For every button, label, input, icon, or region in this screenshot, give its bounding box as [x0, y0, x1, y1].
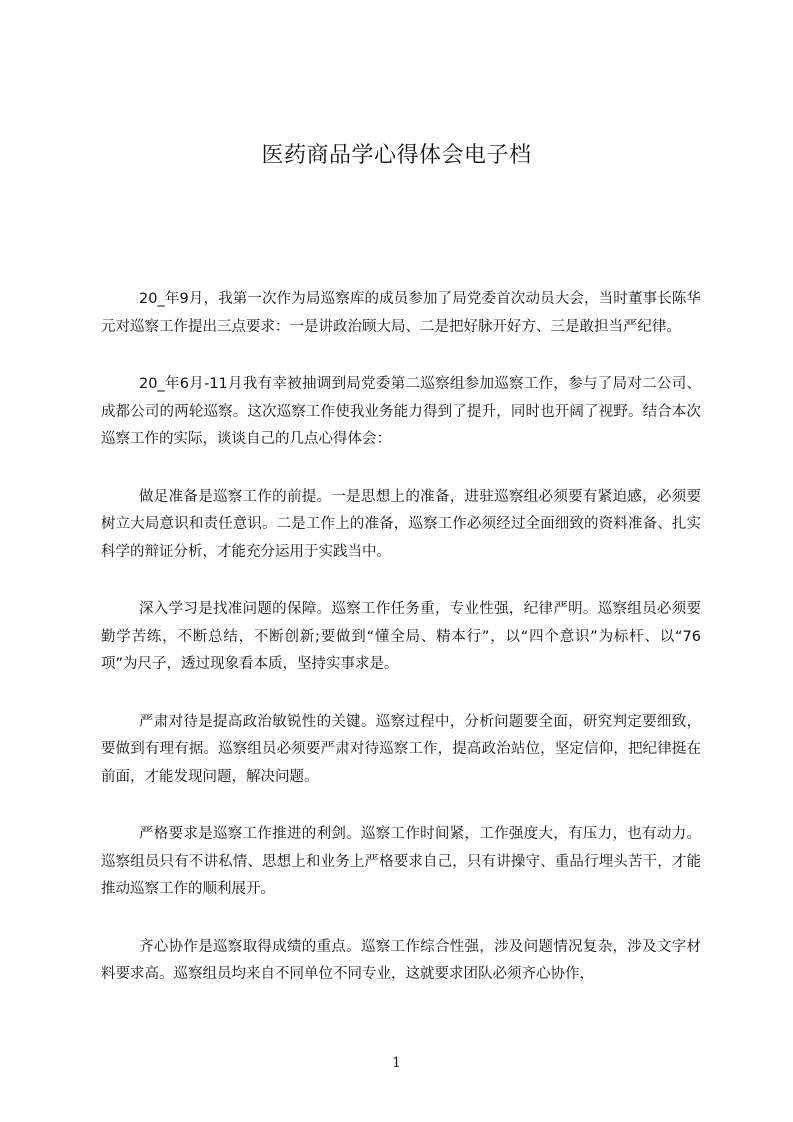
paragraph-6: 严格要求是巡察工作推进的利剑。巡察工作时间紧，工作强度大，有压力，也有动力。巡察组员只有不讲私情、思想上和业务上严格要求自己，只有讲操守、重品行埋头苦干，才能推动巡察工作的顺利展开。 — [101, 826, 701, 897]
paragraph-2: 20_年6月-11月我有幸被抽调到局党委第二巡察组参加巡察工作，参与了局对二公司、成都公司的两轮巡察。这次巡察工作使我业务能力得到了提升，同时也开阔了视野。结合本次巡察工作的实际，谈谈自己的几点心得体会： — [101, 376, 701, 447]
paragraph-4: 深入学习是找准问题的保障。巡察工作任务重，专业性强，纪律严明。巡察组员必须要勤学苦练，不断总结，不断创新;要做到“懂全局、精本行”，以“四个意识”为标杆、以“76项”为尺子，透过现象看本质，坚持实事求是。 — [101, 601, 701, 672]
paragraph-3: 做足准备是巡察工作的前提。一是思想上的准备，进驻巡察组必须要有紧迫感，必须要树立大局意识和责任意识。二是工作上的准备，巡察工作必须经过全面细致的资料准备、扎实科学的辩证分析，才能充分运用于实践当中。 — [101, 488, 701, 560]
paragraph-7: 齐心协作是巡察取得成绩的重点。巡察工作综合性强，涉及问题情况复杂，涉及文字材料要求高。巡察组员均来自不同单位不同专业，这就要求团队必须齐心协作， — [101, 938, 701, 982]
paragraph-1: 20_年9月，我第一次作为局巡察库的成员参加了局党委首次动员大会，当时董事长陈华元对巡察工作提出三点要求：一是讲政治顾大局、二是把好脉开好方、三是敢担当严纪律。 — [101, 291, 701, 335]
page-number: 1 — [392, 1055, 401, 1071]
document-title: 医药商品学心得体会电子档 — [261, 143, 532, 168]
paragraph-5: 严肃对待是提高政治敏锐性的关键。巡察过程中，分析问题要全面，研究判定要细致，要做到有理有据。巡察组员必须要严肃对待巡察工作，提高政治站位，坚定信仰，把纪律挺在前面，才能发现问题，解决问题。 — [101, 713, 701, 785]
document-body — [101, 286, 701, 1019]
